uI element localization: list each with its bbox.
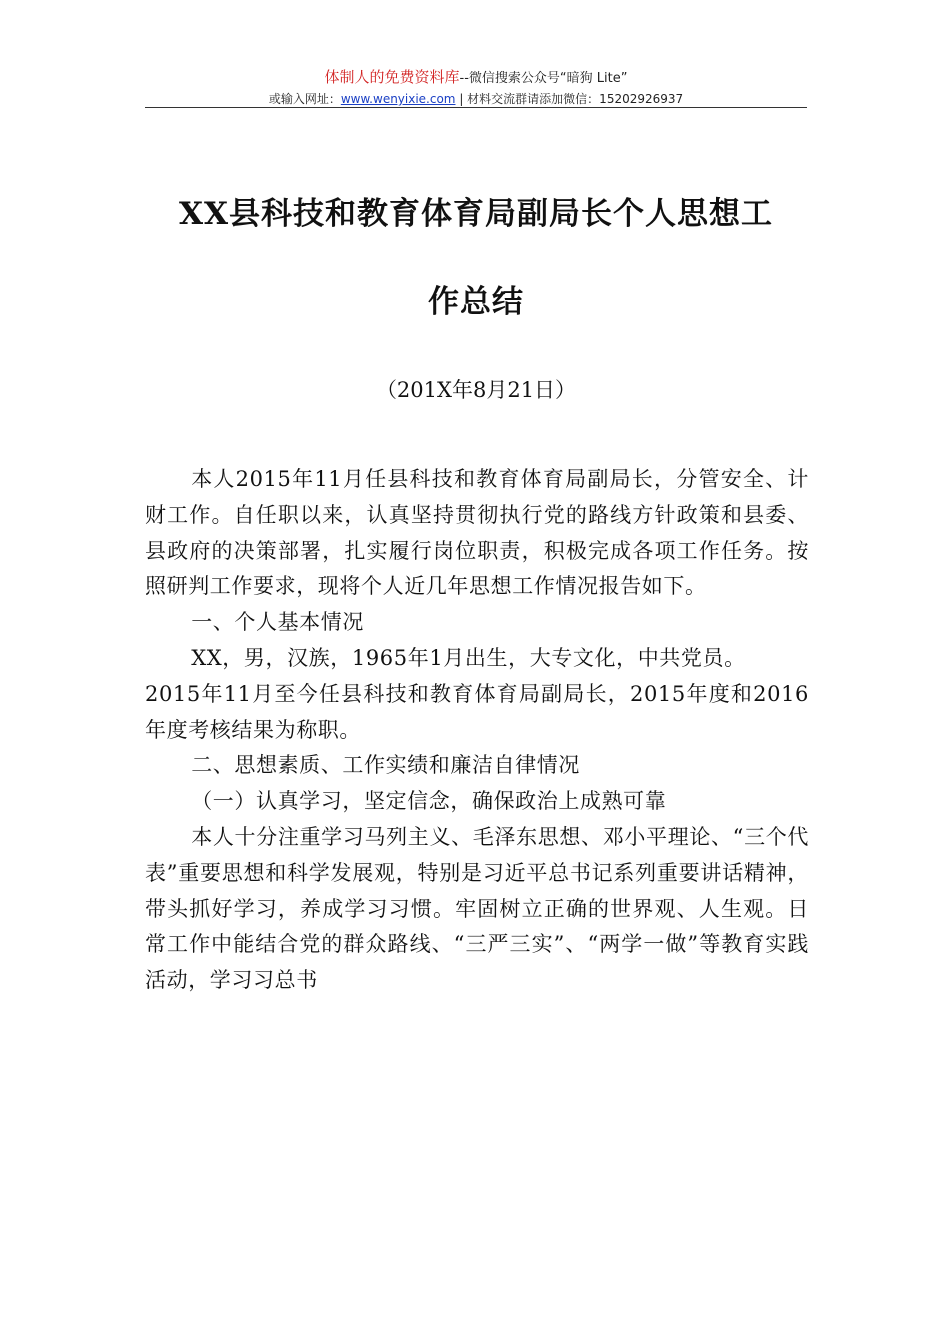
document-body: [145, 462, 809, 999]
title-line-2: 作总结: [428, 284, 524, 320]
url-prefix: 或输入网址：: [268, 92, 341, 106]
brand-name: 体制人的免费资料库: [324, 68, 460, 86]
page-header: [145, 66, 807, 108]
header-divider: [145, 107, 807, 108]
website-link[interactable]: www.wenyixie.com: [340, 92, 456, 106]
paragraph-basic-info-cont: 2015年11月至今任县科技和教育体育局副局长，2015年度和2016年度考核结果为称职。: [145, 681, 809, 742]
title-line-1: XX县科技和教育体育局副局长个人思想工: [178, 196, 774, 232]
header-line-brand: [145, 66, 807, 90]
header-line-contact: [145, 90, 807, 108]
heading-performance: 二、思想素质、工作实绩和廉洁自律情况: [191, 753, 580, 778]
document-date: （201X年8月21日）: [375, 378, 577, 402]
heading-basic-info: 一、个人基本情况: [191, 610, 364, 635]
document-title: [140, 170, 812, 346]
subheading-study: （一）认真学习，坚定信念，确保政治上成熟可靠: [191, 789, 667, 814]
wechat-hint: --微信搜索公众号“暗狗 Lite”: [459, 71, 628, 86]
paragraph-basic-info: XX，男，汉族，1965年1月出生，大专文化，中共党员。: [191, 645, 746, 670]
paragraph-study: 本人十分注重学习马列主义、毛泽东思想、邓小平理论、“三个代表”重要思想和科学发展观，特别是习近平总书记系列重要讲话精神，带头抓好学习，养成学习习惯。牢固树立正确的世界观、人生观。日常工作中能结合党的群众路线、“三严三实”、“两学一做”等教育实践活动，学习习总书: [145, 824, 809, 993]
paragraph-intro: 本人2015年11月任县科技和教育体育局副局长，分管安全、计财工作。自任职以来，认真坚持贯彻执行党的路线方针政策和县委、县政府的决策部署，扎实履行岗位职责，积极完成各项工作任务。按照研判工作要求，现将个人近几年思想工作情况报告如下。: [145, 467, 809, 599]
contact-info: | 材料交流群请添加微信：15202926937: [459, 92, 684, 106]
